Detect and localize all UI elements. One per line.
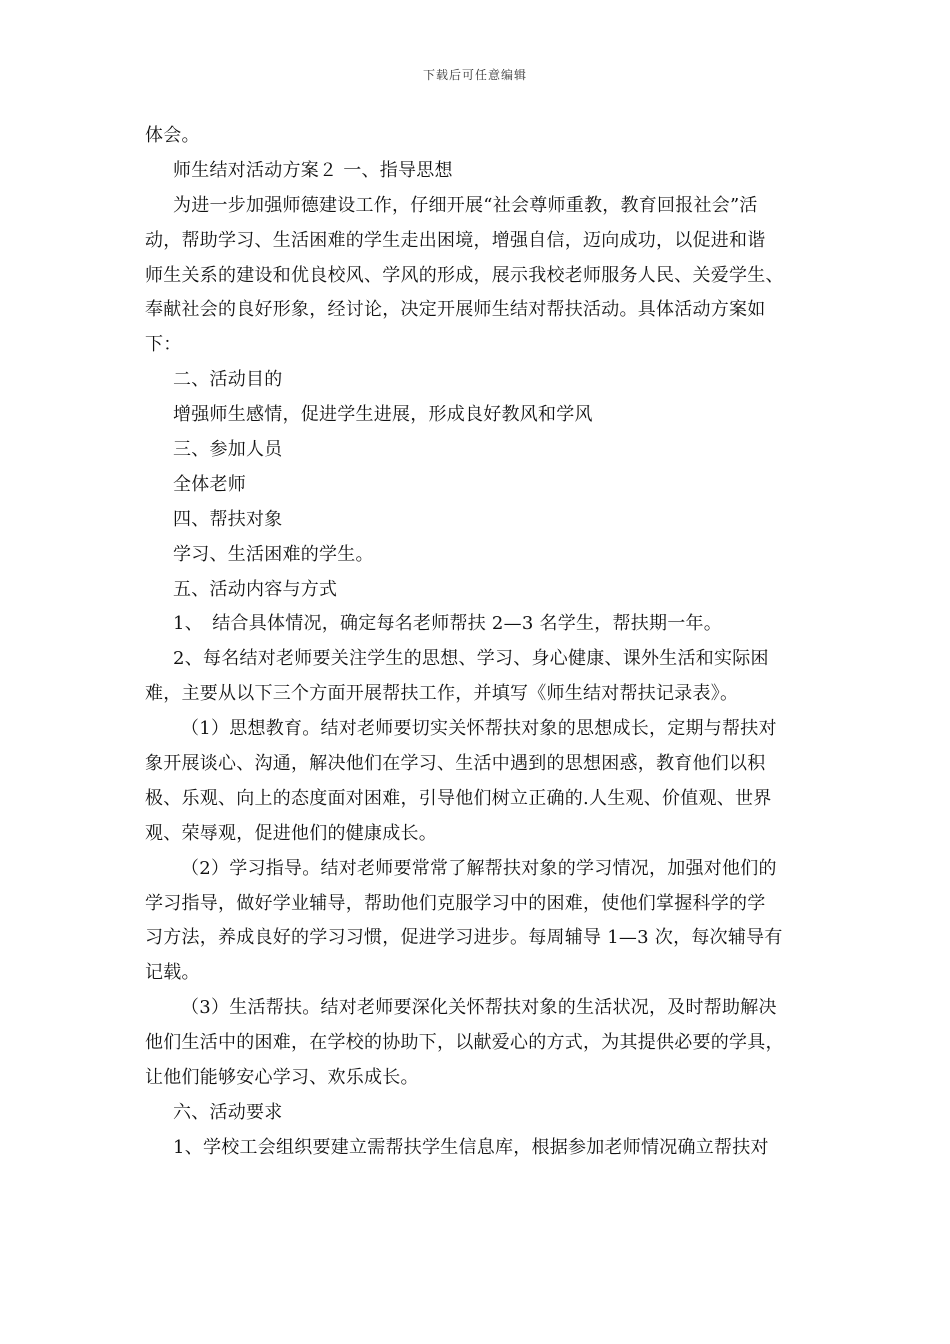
text-line: 体会。 xyxy=(145,125,200,146)
text-line: 2、每名结对老师要关注学生的思想、学习、身心健康、课外生活和实际困 xyxy=(173,648,769,670)
text-line: 动，帮助学习、生活困难的学生走出困境，增强自信，迈向成功，以促进和谐 xyxy=(145,229,766,251)
text-line: 难，主要从以下三个方面开展帮扶工作，并填写《师生结对帮扶记录表》。 xyxy=(145,683,739,705)
text-line: 极、乐观、向上的态度面对困难，引导他们树立正确的.人生观、价值观、世界 xyxy=(145,787,772,809)
text-line: 象开展谈心、沟通，解决他们在学习、生活中遇到的思想困惑，教育他们以积 xyxy=(145,753,766,775)
text-line: 六、活动要求 xyxy=(173,1101,283,1123)
text-line: 奉献社会的良好形象，经讨论，决定开展师生结对帮扶活动。具体活动方案如 xyxy=(145,299,766,321)
text-line: 五、活动内容与方式 xyxy=(173,578,338,600)
text-line: 师生关系的建设和优良校风、学风的形成，展示我校老师服务人民、关爱学生、 xyxy=(145,264,784,286)
text-line: 1、 结合具体情况，确定每名老师帮扶 2—3 名学生，帮扶期一年。 xyxy=(173,613,723,635)
page-header: 下载后可任意编辑 xyxy=(422,68,527,82)
document-body xyxy=(145,119,825,1166)
text-line: 1、学校工会组织要建立需帮扶学生信息库，根据参加老师情况确立帮扶对 xyxy=(173,1136,769,1158)
text-line: 四、帮扶对象 xyxy=(173,508,283,530)
text-line: （1）思想教育。结对老师要切实关怀帮扶对象的思想成长，定期与帮扶对 xyxy=(181,718,777,740)
text-line: 增强师生感情，促进学生进展，形成良好教风和学风 xyxy=(173,404,593,426)
text-line: 学习、生活困难的学生。 xyxy=(173,543,374,565)
text-line: 为进一步加强师德建设工作，仔细开展“社会尊师重教，教育回报社会”活 xyxy=(173,194,758,216)
text-line: 记载。 xyxy=(145,962,200,984)
text-line: 师生结对活动方案２ 一、指导思想 xyxy=(173,159,453,181)
text-line: 学习指导，做好学业辅导，帮助他们克服学习中的困难，使他们掌握科学的学 xyxy=(145,892,766,914)
text-line: 三、参加人员 xyxy=(173,439,283,461)
text-line: 观、荣辱观，促进他们的健康成长。 xyxy=(145,822,437,844)
text-line: 习方法，养成良好的学习习惯，促进学习进步。每周辅导 1—3 次，每次辅导有 xyxy=(145,927,783,949)
text-line: （3）生活帮扶。结对老师要深化关怀帮扶对象的生活状况，及时帮助解决 xyxy=(181,997,777,1019)
text-line: 二、活动目的 xyxy=(173,369,283,391)
text-line: 他们生活中的困难，在学校的协助下，以献爱心的方式，为其提供必要的学具， xyxy=(145,1032,784,1054)
text-line: 全体老师 xyxy=(173,473,246,495)
text-line: 下： xyxy=(145,334,182,356)
text-line: 让他们能够安心学习、欢乐成长。 xyxy=(145,1067,419,1089)
text-line: （2）学习指导。结对老师要常常了解帮扶对象的学习情况，加强对他们的 xyxy=(181,857,777,879)
